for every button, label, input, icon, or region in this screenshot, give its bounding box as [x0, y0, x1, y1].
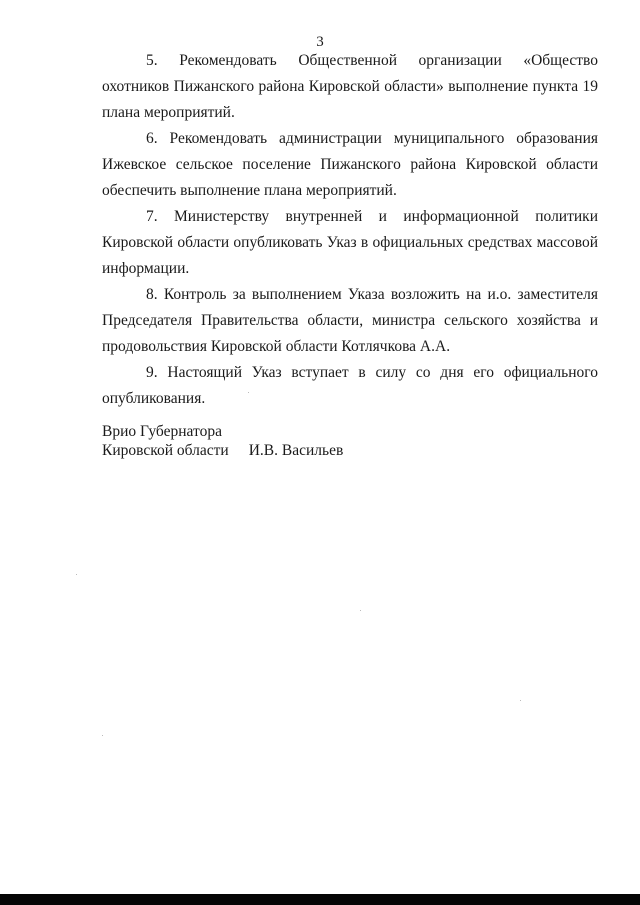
signature-block: [102, 422, 343, 460]
paragraph-item-6: 6. Рекомендовать администрации муниципального образования Ижевское сельское поселение Пижанского района Кировской области обеспечить выполнение плана мероприятий.: [102, 130, 598, 199]
scan-edge-bar: [0, 894, 640, 905]
scan-speck: [102, 735, 103, 736]
paragraph-item-5: 5. Рекомендовать Общественной организации «Общество охотников Пижанского района Кировской области» выполнение пункта 19 плана мероприятий.: [102, 52, 598, 121]
paragraph-item-8: 8. Контроль за выполнением Указа возложить на и.о. заместителя Председателя Правительства области, министра сельского хозяйства и продовольствия Кировской области Котлячкова А.А.: [102, 286, 598, 355]
signer-title-line1: Врио Губернатора: [102, 423, 222, 440]
scan-speck: [360, 610, 361, 611]
page-number: 3: [316, 34, 324, 50]
signer-title-line2: [102, 441, 343, 460]
paragraph-item-7: 7. Министерству внутренней и информационной политики Кировской области опубликовать Указ в официальных средствах массовой информации.: [102, 208, 598, 277]
scan-speck: [76, 574, 77, 575]
signer-name: И.В. Васильев: [248, 442, 344, 459]
paragraph-item-9: 9. Настоящий Указ вступает в силу со дня его официального опубликования.: [102, 364, 598, 407]
signer-title-region: Кировской области: [102, 442, 229, 459]
scan-speck: [520, 700, 521, 701]
document-body: [102, 48, 598, 412]
scan-speck: [248, 392, 249, 393]
